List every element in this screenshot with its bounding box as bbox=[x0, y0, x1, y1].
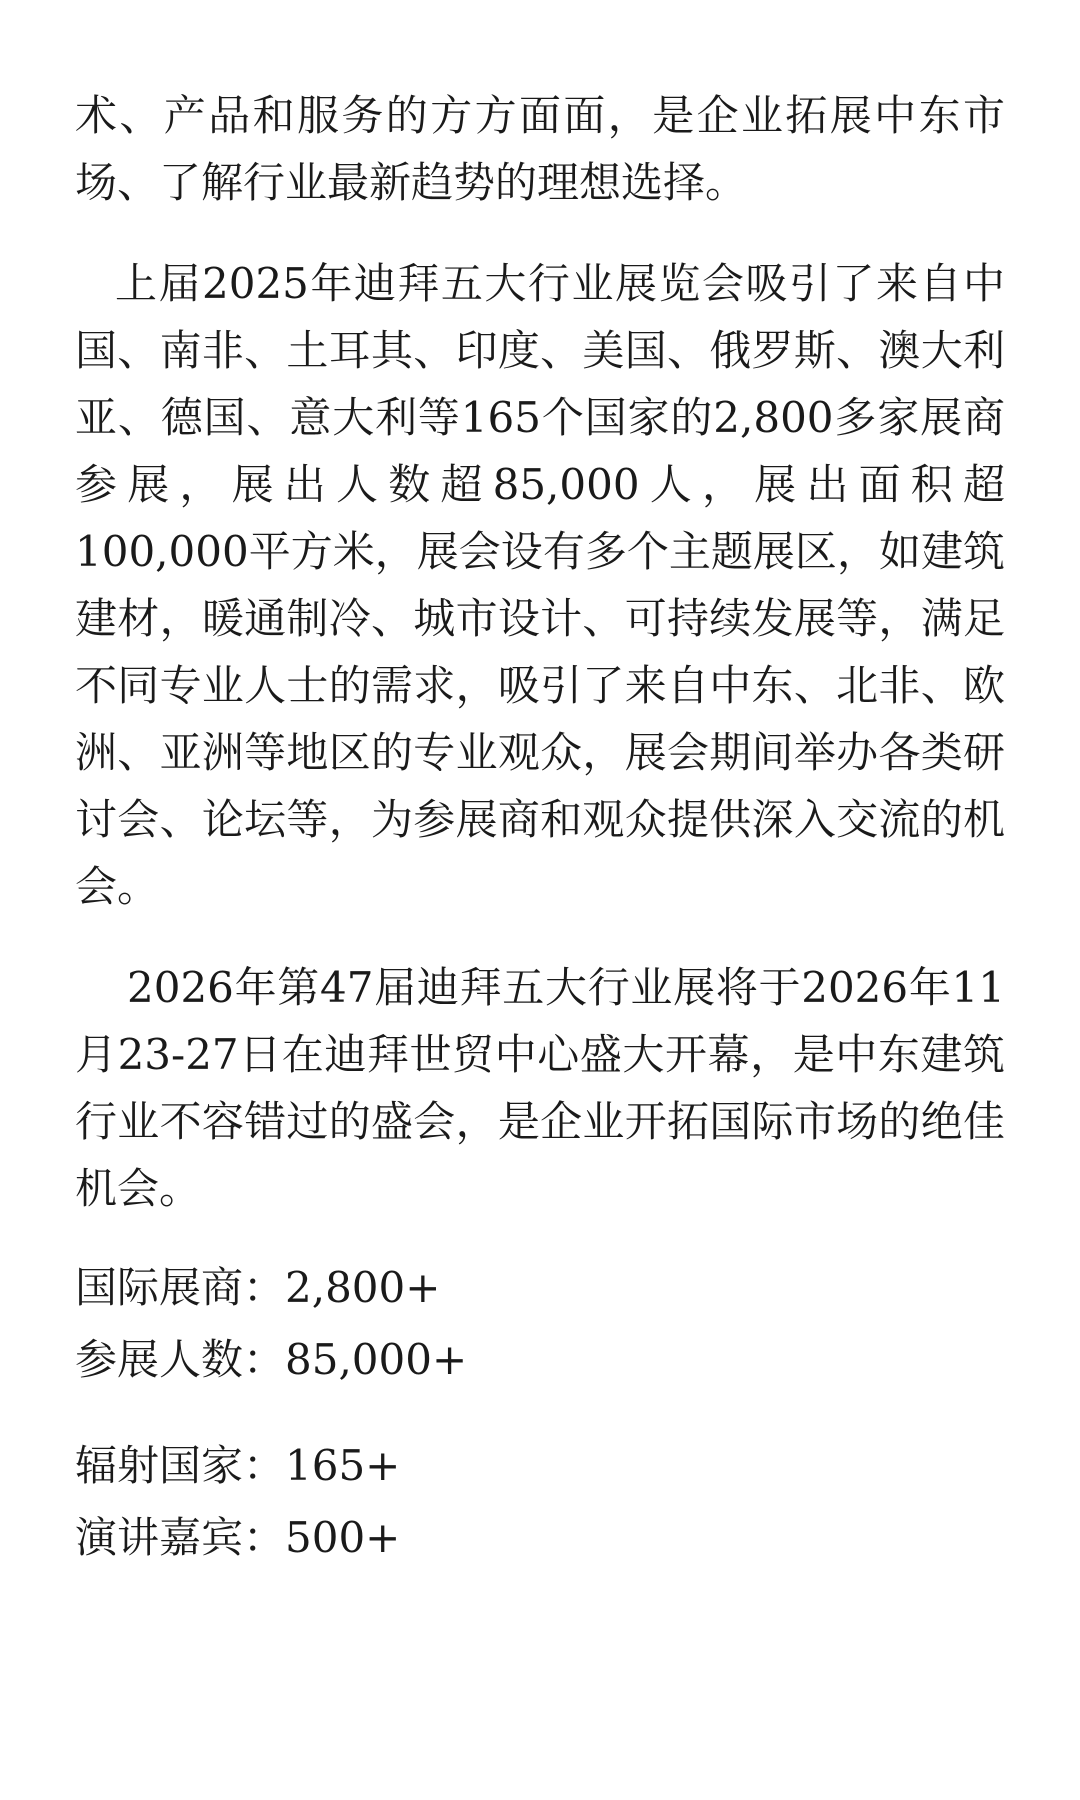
paragraph-2025-review: 上届2025年迪拜五大行业展览会吸引了来自中国、南非、土耳其、印度、美国、俄罗斯、澳大利亚、德国、意大利等165个国家的2,800多家展商参展，展出人数超85,000人，展出面积超100,000平方米，展会设有多个主题展区，如建筑建材，暖通制冷、城市设计、可持续发展等，满足不同专业人士的需求，吸引了来自中东、北非、欧洲、亚洲等地区的专业观众，展会期间举办各类研讨会、论坛等，为参展商和观众提供深入交流的机会。 bbox=[75, 259, 1005, 911]
stat-value: 165+ bbox=[285, 1441, 401, 1490]
stat-label: 辐射国家： bbox=[75, 1441, 286, 1490]
stat-attendees bbox=[75, 1324, 1005, 1396]
paragraph-intro-continued: 术、产品和服务的方方面面，是企业拓展中东市场、了解行业最新趋势的理想选择。 bbox=[75, 91, 1005, 207]
stat-label: 参展人数： bbox=[75, 1335, 286, 1384]
stat-countries bbox=[75, 1430, 1005, 1502]
stat-label: 演讲嘉宾： bbox=[75, 1513, 286, 1562]
article-body bbox=[75, 82, 1005, 1574]
stat-speakers bbox=[75, 1502, 1005, 1574]
stats-group-countries-speakers bbox=[75, 1430, 1005, 1574]
spacer bbox=[75, 1396, 1005, 1430]
stat-value: 85,000+ bbox=[285, 1335, 468, 1384]
paragraph-2026-announcement: 2026年第47届迪拜五大行业展将于2026年11月23-27日在迪拜世贸中心盛大开幕，是中东建筑行业不容错过的盛会，是企业开拓国际市场的绝佳机会。 bbox=[75, 963, 1005, 1213]
stat-international-exhibitors bbox=[75, 1252, 1005, 1324]
stat-label: 国际展商： bbox=[75, 1263, 286, 1312]
stat-value: 500+ bbox=[285, 1513, 401, 1562]
stat-value: 2,800+ bbox=[285, 1263, 441, 1312]
stats-group-exhibitors-visitors bbox=[75, 1252, 1005, 1396]
